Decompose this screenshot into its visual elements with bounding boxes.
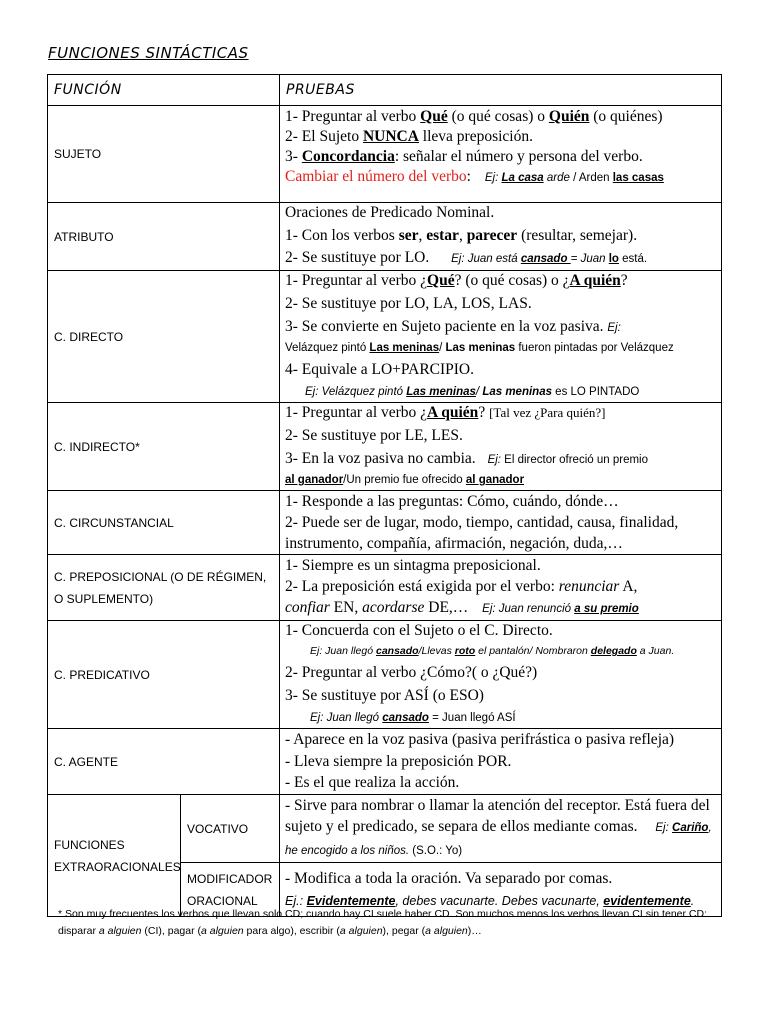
text-line: 2- Puede ser de lugar, modo, tiempo, cantidad, causa, finalidad, instrumento, compañía, afirmación, negación, duda,… [285, 514, 679, 552]
text-line: 1- Preguntar al verbo Qué (o qué cosas) o Quién (o quiénes) [285, 108, 663, 125]
label-preposicional: C. PREPOSICIONAL (O DE RÉGIMEN, O SUPLEMENTO) [48, 555, 280, 621]
text-line: 1- Preguntar al verbo ¿A quién? [Tal vez ¿Para quién?] [285, 404, 606, 421]
pruebas-preposicional [280, 555, 722, 621]
text-line: 4- Equivale a LO+PARCIPIO. [285, 361, 475, 378]
functions-table [47, 74, 722, 917]
text-line: 3- Concordancia: señalar el número y persona del verbo. [285, 148, 643, 165]
label-modificador: MODIFICADOR ORACIONAL [181, 863, 280, 917]
label-atributo: ATRIBUTO [48, 203, 280, 271]
row-indirecto [48, 403, 722, 491]
text-line: 1- Concuerda con el Sujeto o el C. Directo. [285, 622, 553, 639]
text-line: 3- Se sustituye por ASÍ (o ESO) [285, 687, 484, 704]
label-directo: C. DIRECTO [48, 271, 280, 403]
text-line: 1- Responde a las preguntas: Cómo, cuándo, dónde… [285, 493, 619, 510]
text-line: Oraciones de Predicado Nominal. [285, 204, 495, 221]
pruebas-indirecto [280, 403, 722, 491]
text-line: - Sirve para nombrar o llamar la atención del receptor. Está fuera del sujeto y el predicado, se separa de ellos mediante comas. [285, 797, 710, 835]
header-funcion: FUNCIÓN [48, 75, 280, 106]
text-line: - Es el que realiza la acción. [285, 774, 460, 791]
label-sujeto: SUJETO [48, 106, 280, 203]
row-vocativo [48, 795, 722, 863]
text-line: - Lleva siempre la preposición POR. [285, 752, 512, 770]
text-line: - Modifica a toda la oración. Va separado por comas. [285, 869, 613, 887]
example-line: Ej: Juan llegó cansado = Juan llegó ASÍ [310, 712, 516, 724]
footnote: * Son muy frecuentes los verbos que llevan solo CD; cuando hay CI suele haber CD. Son muchos menos los verbos llevan CI sin tener CD: disparar a alguien (CI), pagar (a alguien para algo), escribir (a alguien), pegar (a alguien)… [58, 908, 707, 937]
label-extraoracionales: FUNCIONES EXTRAORACIONALES [48, 795, 181, 917]
text-line: 2- Se sustituye por LE, LES. [285, 427, 463, 444]
text-line: 2- La preposición está exigida por el verbo: renunciar A, [285, 578, 638, 595]
pruebas-agente [280, 729, 722, 795]
label-circunstancial: C. CIRCUNSTANCIAL [48, 491, 280, 555]
text-line: confiar EN, acordarse DE,… Ej: Juan renunció a su premio [285, 599, 639, 616]
pruebas-predicativo [280, 621, 722, 729]
pruebas-directo [280, 271, 722, 403]
pruebas-vocativo: - Sirve para nombrar o llamar la atención del receptor. Está fuera del sujeto y el predicado, se separa de ellos mediante comas. Ej: Cariño, he encogido a los niños. (S.O.: Yo) [280, 795, 722, 863]
pruebas-sujeto [280, 106, 722, 203]
row-preposicional [48, 555, 722, 621]
row-predicativo [48, 621, 722, 729]
text-line: 2- El Sujeto NUNCA lleva preposición. [285, 128, 533, 145]
pruebas-circunstancial [280, 491, 722, 555]
label-vocativo: VOCATIVO [181, 795, 280, 863]
table-header-row [48, 75, 722, 106]
row-atributo [48, 203, 722, 271]
label-predicativo: C. PREDICATIVO [48, 621, 280, 729]
text-line: 1- Preguntar al verbo ¿Qué? (o qué cosas) o ¿A quién? [285, 272, 628, 289]
row-circunstancial [48, 491, 722, 555]
row-directo [48, 271, 722, 403]
label-indirecto: C. INDIRECTO* [48, 403, 280, 491]
pruebas-atributo [280, 203, 722, 271]
text-line: Cambiar el número del verbo: Ej: La casa arde / Arden las casas [285, 168, 664, 185]
example-line: Ej: Juan llegó cansado/Llevas roto el pantalón/ Nombraron delegado a Juan. [310, 645, 675, 657]
example-line: Ej: Velázquez pintó Las meninas/ Las meninas es LO PINTADO [305, 386, 640, 398]
text-line: 3- Se convierte en Sujeto paciente en la voz pasiva. Ej: [285, 318, 621, 335]
example-line: Velázquez pintó Las meninas/ Las meninas fueron pintadas por Velázquez [285, 342, 674, 354]
text-line: 2- Preguntar al verbo ¿Cómo?( o ¿Qué?) [285, 664, 538, 681]
text-line: 1- Con los verbos ser, estar, parecer (resultar, semejar). [285, 227, 638, 244]
example-line: al ganador/Un premio fue ofrecido al ganador [285, 474, 525, 486]
text-line: 2- Se sustituye por LO, LA, LOS, LAS. [285, 295, 532, 312]
example-line: Ej.: Evidentemente, debes vacunarte. Debes vacunarte, evidentemente. [285, 893, 695, 908]
text-line: 2- Se sustituye por LO. Ej: Juan está cansado = Juan lo está. [285, 249, 648, 266]
text-line: 1- Siempre es un sintagma preposicional. [285, 557, 541, 574]
text-line: 3- En la voz pasiva no cambia. Ej: El director ofreció un premio [285, 450, 648, 467]
header-pruebas: PRUEBAS [280, 75, 722, 106]
label-agente: C. AGENTE [48, 729, 280, 795]
page-title: FUNCIONES SINTÁCTICAS [48, 44, 249, 62]
row-agente [48, 729, 722, 795]
row-sujeto [48, 106, 722, 203]
text-line: - Aparece en la voz pasiva (pasiva perifrástica o pasiva refleja) [285, 731, 675, 748]
